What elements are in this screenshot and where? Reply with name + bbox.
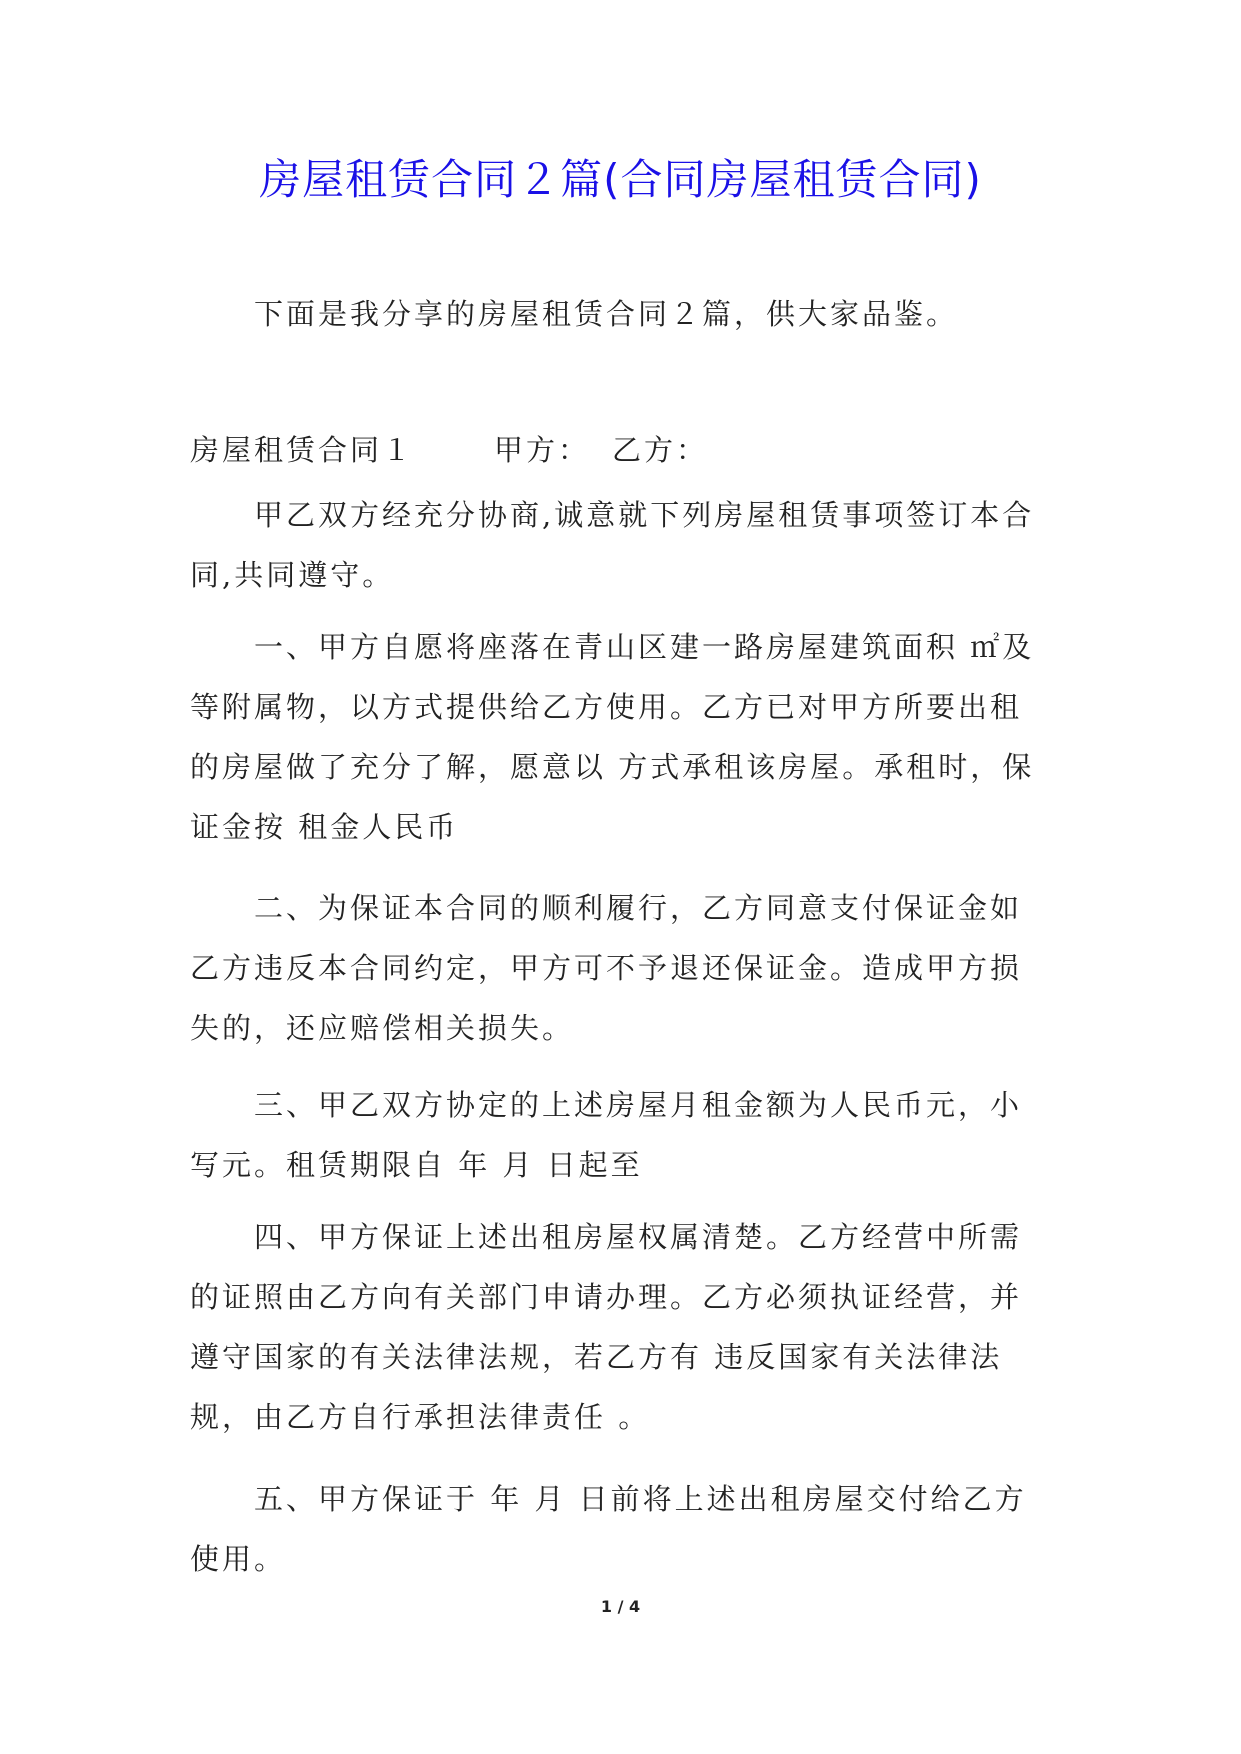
- paragraph-clause-2: 二、为保证本合同的顺利履行，乙方同意支付保证金如乙方违反本合同约定，甲方可不予退还保证金。造成甲方损失的，还应赔偿相关损失。: [190, 891, 1023, 1045]
- paragraph-clause-4: 四、甲方保证上述出租房屋权属清楚。乙方经营中所需的证照由乙方向有关部门申请办理。乙方必须执证经营，并遵守国家的有关法律法规，若乙方有 违反国家有关法律法规，由乙方自行承担法律责任 。: [190, 1220, 1023, 1434]
- paragraph-agreement: 甲乙双方经充分协商,诚意就下列房屋租赁事项签订本合同,共同遵守。: [190, 498, 1035, 592]
- contract-label: 房屋租赁合同１: [190, 433, 415, 467]
- paragraph-clause-5: 五、甲方保证于 年 月 日前将上述出租房屋交付给乙方使用。: [190, 1482, 1027, 1576]
- intro-paragraph: 下面是我分享的房屋租赁合同２篇，供大家品鉴。: [254, 297, 959, 331]
- paragraph-clause-1: 一、甲方自愿将座落在青山区建一路房屋建筑面积 ㎡及等附属物，以方式提供给乙方使用。乙方已对甲方所要出租的房屋做了充分了解，愿意以 方式承租该房屋。承租时，保证金按 租金人民币: [190, 630, 1035, 844]
- page-number: 1 / 4: [600, 1597, 641, 1616]
- paragraph-clause-3: 三、甲乙双方协定的上述房屋月租金额为人民币元，小写元。租赁期限自 年 月 日起至: [190, 1088, 1023, 1182]
- document-title: 房屋租赁合同２篇(合同房屋租赁合同): [259, 155, 982, 204]
- party-a-label: 甲方：: [494, 433, 591, 467]
- party-b-label: 乙方：: [612, 433, 709, 467]
- contract-heading-line: [190, 420, 1052, 480]
